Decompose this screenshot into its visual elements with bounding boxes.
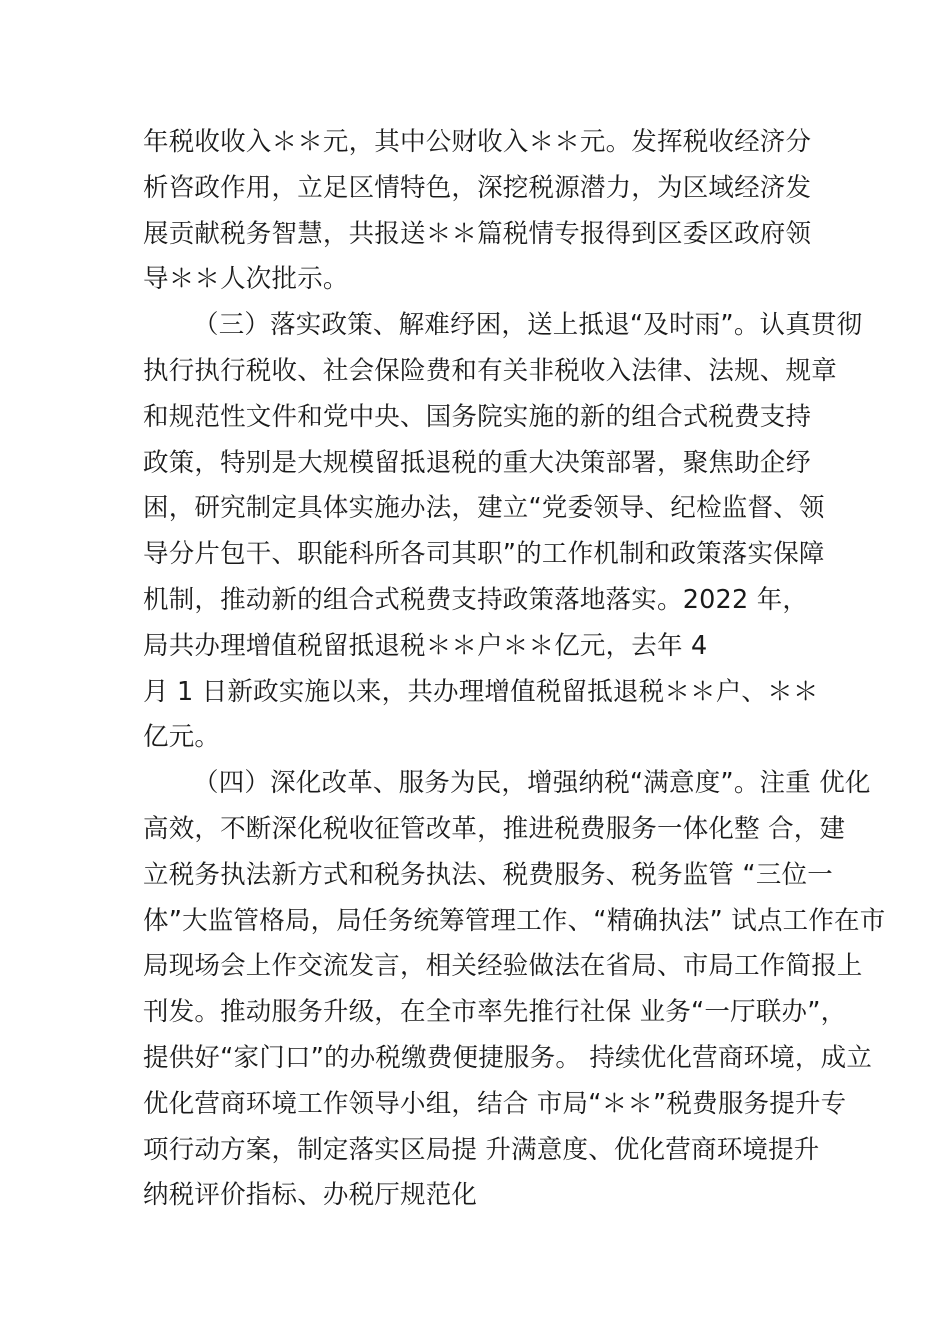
text-line: 纳税评价指标、办税厅规范化 <box>143 1180 478 1211</box>
paragraph-reform-service <box>143 761 886 1219</box>
text-line: （四）深化改革、服务为民，增强纳税“满意度”。注重 优化 <box>193 768 871 799</box>
text-line: 困，研究制定具体实施办法，建立“党委领导、纪检监督、领 <box>143 493 825 524</box>
text-line: 亿元。 <box>143 722 221 753</box>
text-line: 执行执行税收、社会保险费和有关非税收入法律、法规、规章 <box>143 355 837 386</box>
paragraph-policy-implementation <box>143 303 863 761</box>
text-line: 政策，特别是大规模留抵退税的重大决策部署，聚焦助企纾 <box>143 447 812 478</box>
text-line: 机制，推动新的组合式税费支持政策落地落实。2022 年， <box>143 584 809 615</box>
text-line: 高效，不断深化税收征管改革，推进税费服务一体化整 合，建 <box>143 813 846 844</box>
text-line: 导分片包干、职能科所各司其职”的工作机制和政策落实保障 <box>143 539 825 570</box>
text-line: 体”大监管格局，局任务统筹管理工作、“精确执法” 试点工作在市 <box>143 905 886 936</box>
text-line: 展贡献税务智慧，共报送＊＊篇税情专报得到区委区政府领 <box>143 218 812 249</box>
text-line: 导＊＊人次批示。 <box>143 264 349 295</box>
text-line: 析咨政作用，立足区情特色，深挖税源潜力，为区域经济发 <box>143 172 812 203</box>
text-line: 月 1 日新政实施以来，共办理增值税留抵退税＊＊户、＊＊ <box>143 676 819 707</box>
text-line: 和规范性文件和党中央、国务院实施的新的组合式税费支持 <box>143 401 812 432</box>
text-line: 提供好“家门口”的办税缴费便捷服务。 持续优化营商环境，成立 <box>143 1042 873 1073</box>
text-line: 项行动方案，制定落实区局提 升满意度、优化营商环境提升 <box>143 1134 820 1165</box>
text-line: 立税务执法新方式和税务执法、税费服务、税务监管 “三位一 <box>143 859 833 890</box>
text-line: 年税收收入＊＊元，其中公财收入＊＊元。发挥税收经济分 <box>143 127 812 157</box>
document-body <box>143 120 886 1219</box>
text-line: （三）落实政策、解难纾困，送上抵退“及时雨”。认真贯彻 <box>193 310 863 341</box>
paragraph-tax-revenue <box>143 120 843 303</box>
text-line: 优化营商环境工作领导小组，结合 市局“＊＊”税费服务提升专 <box>143 1088 847 1119</box>
text-line: 局现场会上作交流发言，相关经验做法在省局、市局工作简报上 <box>143 951 863 982</box>
text-line: 刊发。推动服务升级，在全市率先推行社保 业务“一厅联办”， <box>143 997 847 1028</box>
text-line: 局共办理增值税留抵退税＊＊户＊＊亿元，去年 4 <box>143 630 708 661</box>
